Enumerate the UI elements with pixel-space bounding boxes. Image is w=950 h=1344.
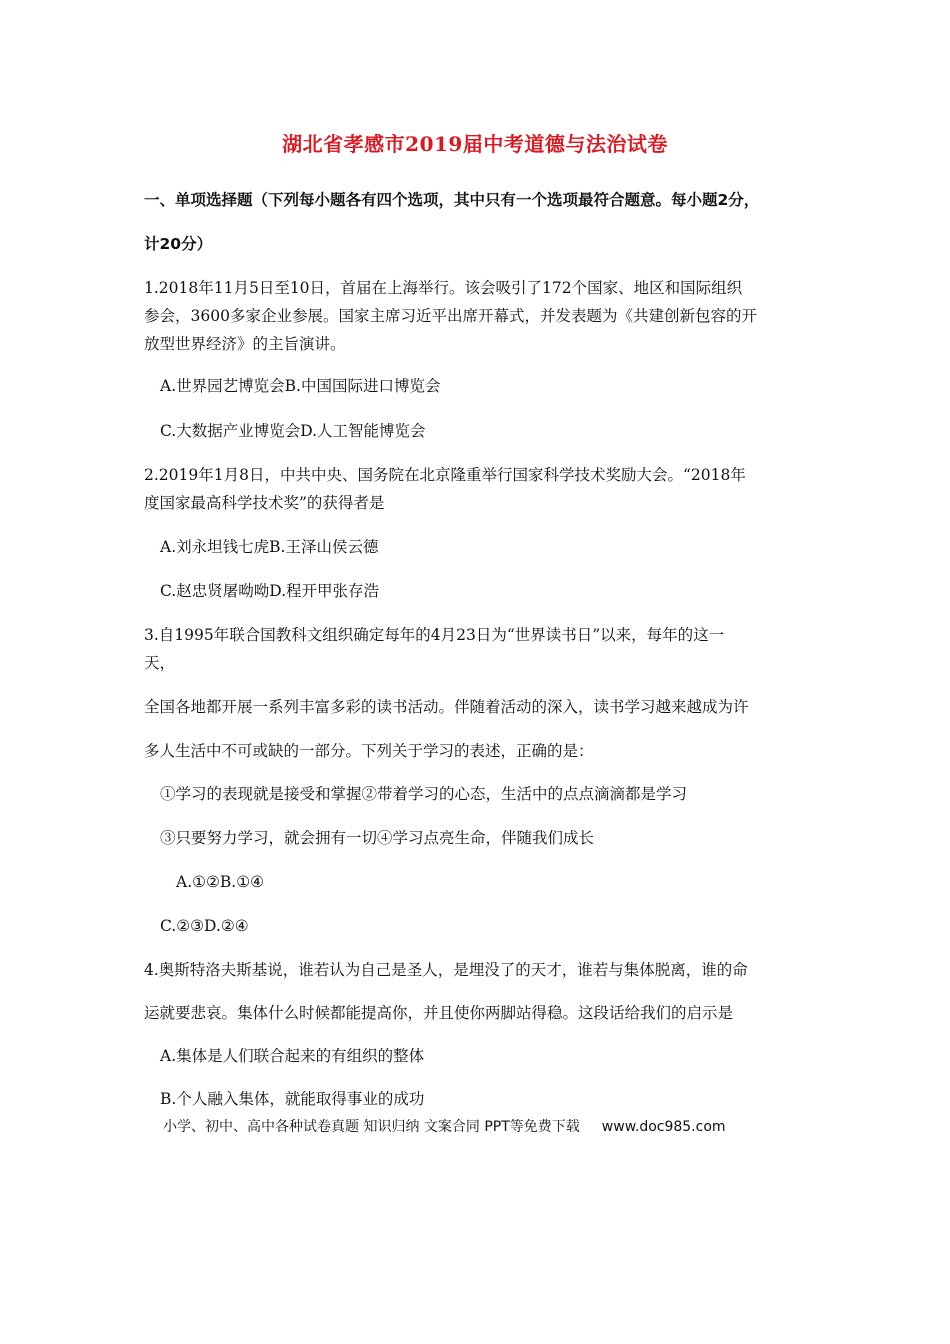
question-4-text: 4.奥斯特洛夫斯基说，谁若认为自己是圣人，是埋没了的天才，谁若与集体脱离，谁的命 xyxy=(144,961,748,979)
question-3-option-cd: C.②③D.②④ xyxy=(160,917,249,935)
section-heading: 一、单项选择题（下列每小题各有四个选项，其中只有一个选项最符合题意。每小题2分， xyxy=(144,191,760,209)
question-1-text: 参会，3600多家企业参展。国家主席习近平出席开幕式，并发表题为《共建创新包容的开 xyxy=(144,307,757,325)
question-3-option-ab: A.①②B.①④ xyxy=(176,873,265,891)
question-3-statements: ③只要努力学习，就会拥有一切④学习点亮生命，伴随我们成长 xyxy=(160,829,595,847)
question-4-option-a: A.集体是人们联合起来的有组织的整体 xyxy=(160,1047,425,1065)
question-1-text: 放型世界经济》的主旨演讲。 xyxy=(144,335,346,353)
question-3-text: 3.自1995年联合国教科文组织确定每年的4月23日为“世界读书日”以来，每年的这一 xyxy=(144,626,725,644)
question-2-option-ab: A.刘永坦钱七虎B.王泽山侯云德 xyxy=(160,538,379,556)
question-1-option-cd: C.大数据产业博览会D.人工智能博览会 xyxy=(160,422,426,440)
question-4-option-b: B.个人融入集体，就能取得事业的成功 xyxy=(160,1090,425,1108)
question-1-option-ab: A.世界园艺博览会B.中国国际进口博览会 xyxy=(160,377,441,395)
question-2-text: 度国家最高科学技术奖”的获得者是 xyxy=(144,494,385,512)
footer xyxy=(163,1116,726,1136)
question-1-text: 1.2018年11月5日至10日，首届在上海举行。该会吸引了172个国家、地区和国际组织 xyxy=(144,279,743,297)
footer-site-link[interactable]: www.doc985.com xyxy=(601,1119,726,1135)
section-heading-cont: 计20分） xyxy=(144,235,213,253)
question-2-option-cd: C.赵忠贤屠呦呦D.程开甲张存浩 xyxy=(160,582,380,600)
question-2-text: 2.2019年1月8日，中共中央、国务院在北京隆重举行国家科学技术奖励大会。“2018年 xyxy=(144,466,746,484)
question-3-statements: ①学习的表现就是接受和掌握②带着学习的心态，生活中的点点滴滴都是学习 xyxy=(160,785,688,803)
exam-title: 湖北省孝感市2019届中考道德与法治试卷 xyxy=(282,132,668,156)
question-4-text: 运就要悲哀。集体什么时候都能提高你，并且使你两脚站得稳。这段话给我们的启示是 xyxy=(144,1004,734,1022)
question-3-text: 全国各地都开展一系列丰富多彩的读书活动。伴随着活动的深入，读书学习越来越成为许 xyxy=(144,698,749,716)
question-3-text: 多人生活中不可或缺的一部分。下列关于学习的表述，正确的是： xyxy=(144,742,594,760)
question-3-text: 天， xyxy=(144,654,176,672)
footer-text: 小学、初中、高中各种试卷真题 知识归纳 文案合同 PPT等免费下载 xyxy=(163,1119,580,1135)
